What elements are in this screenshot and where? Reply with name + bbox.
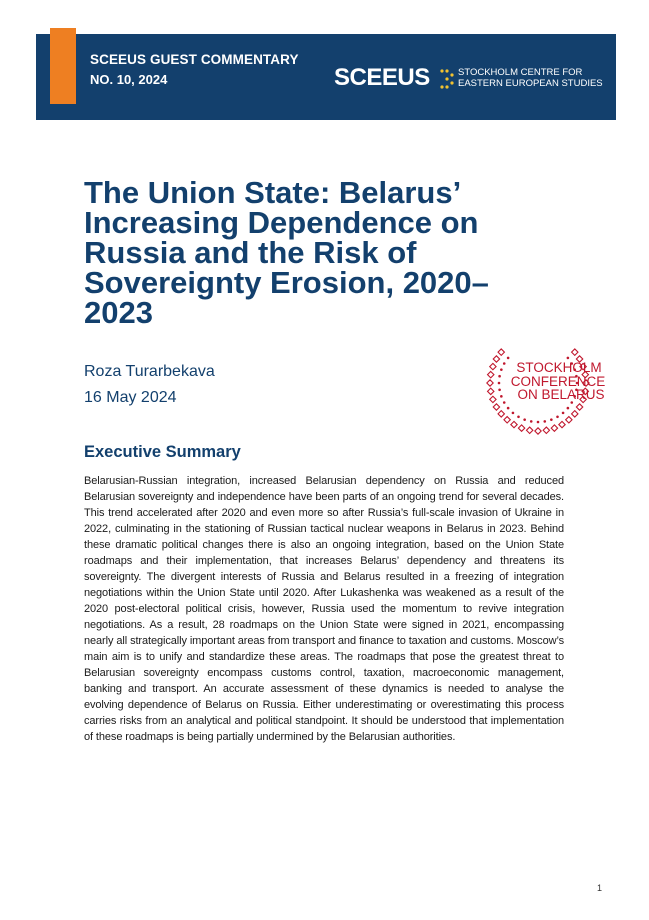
- author-name: Roza Turarbekava: [84, 363, 215, 380]
- document-title: The Union State: Belarus’ Increasing Dependence on Russia and the Risk of Sovereignty Erosion, 2020–2023: [84, 175, 489, 330]
- logo-dots-icon: [438, 68, 456, 90]
- sceeus-logo: [334, 63, 604, 95]
- conference-logo-line1: STOCKHOLM: [516, 360, 602, 375]
- issue-number: NO. 10, 2024: [90, 72, 168, 87]
- brand-wordmark: SCEEUS: [334, 64, 430, 91]
- series-label: SCEEUS GUEST COMMENTARY: [90, 52, 299, 67]
- brand-full-name: [458, 67, 603, 89]
- conference-logo-line2: CONFERENCE: [510, 374, 606, 389]
- accent-bar: [50, 28, 76, 104]
- page-number: 1: [597, 883, 603, 893]
- stockholm-conference-logo: [470, 328, 620, 438]
- executive-summary-heading: Executive Summary: [84, 443, 241, 461]
- brand-full-name-line2: EASTERN EUROPEAN STUDIES: [458, 78, 603, 89]
- executive-summary-text: Belarusian-Russian integration, increased Belarusian dependency on Russia and reduced Belarusian sovereignty and independence have been parts of an ongoing trend for several decades. This trend accelerated after 2020 and even more so after Russia’s full-scale invasion of Ukraine in 2022, culminating in the stationing of Russian tactical nuclear weapons in Belarus in 2023. Behind these dramatic political changes there is also an ongoing integration, based on the Union State roadmaps and their implementation, that increases Belarus’ dependency and threatens its sovereignty. The divergent interests of Russia and Belarus resulted in a freezing of integration negotiations within the Union State until 2020. After Lukashenka was weakened as a result of the 2020 post-electoral political crisis, however, Russia used the momentum to revive integration negotiations. As a result, 28 roadmaps on the Union State were signed in 2021, encompassing nearly all strategically important areas from transport and finance to taxation and customs. Moscow’s main aim is to unify and standardize these areas. The roadmaps that pose the greatest threat to Belarusian sovereignty encompass customs control, taxation, macroeconomic management, banking and transport. An accurate assessment of these dynamics is needed to analyse the evolving dependence of Belarus on Russia. Either underestimating or overestimating this process carries risks from an analytical and political standpoint. It should be understood that implementation of these roadmaps is being partially undermined by the Belarusian authorities.: [84, 475, 564, 743]
- header-banner: [36, 34, 616, 120]
- publication-date: 16 May 2024: [84, 389, 177, 406]
- brand-full-name-line1: STOCKHOLM CENTRE FOR: [458, 67, 583, 78]
- conference-logo-line3: ON BELARUS: [517, 387, 605, 402]
